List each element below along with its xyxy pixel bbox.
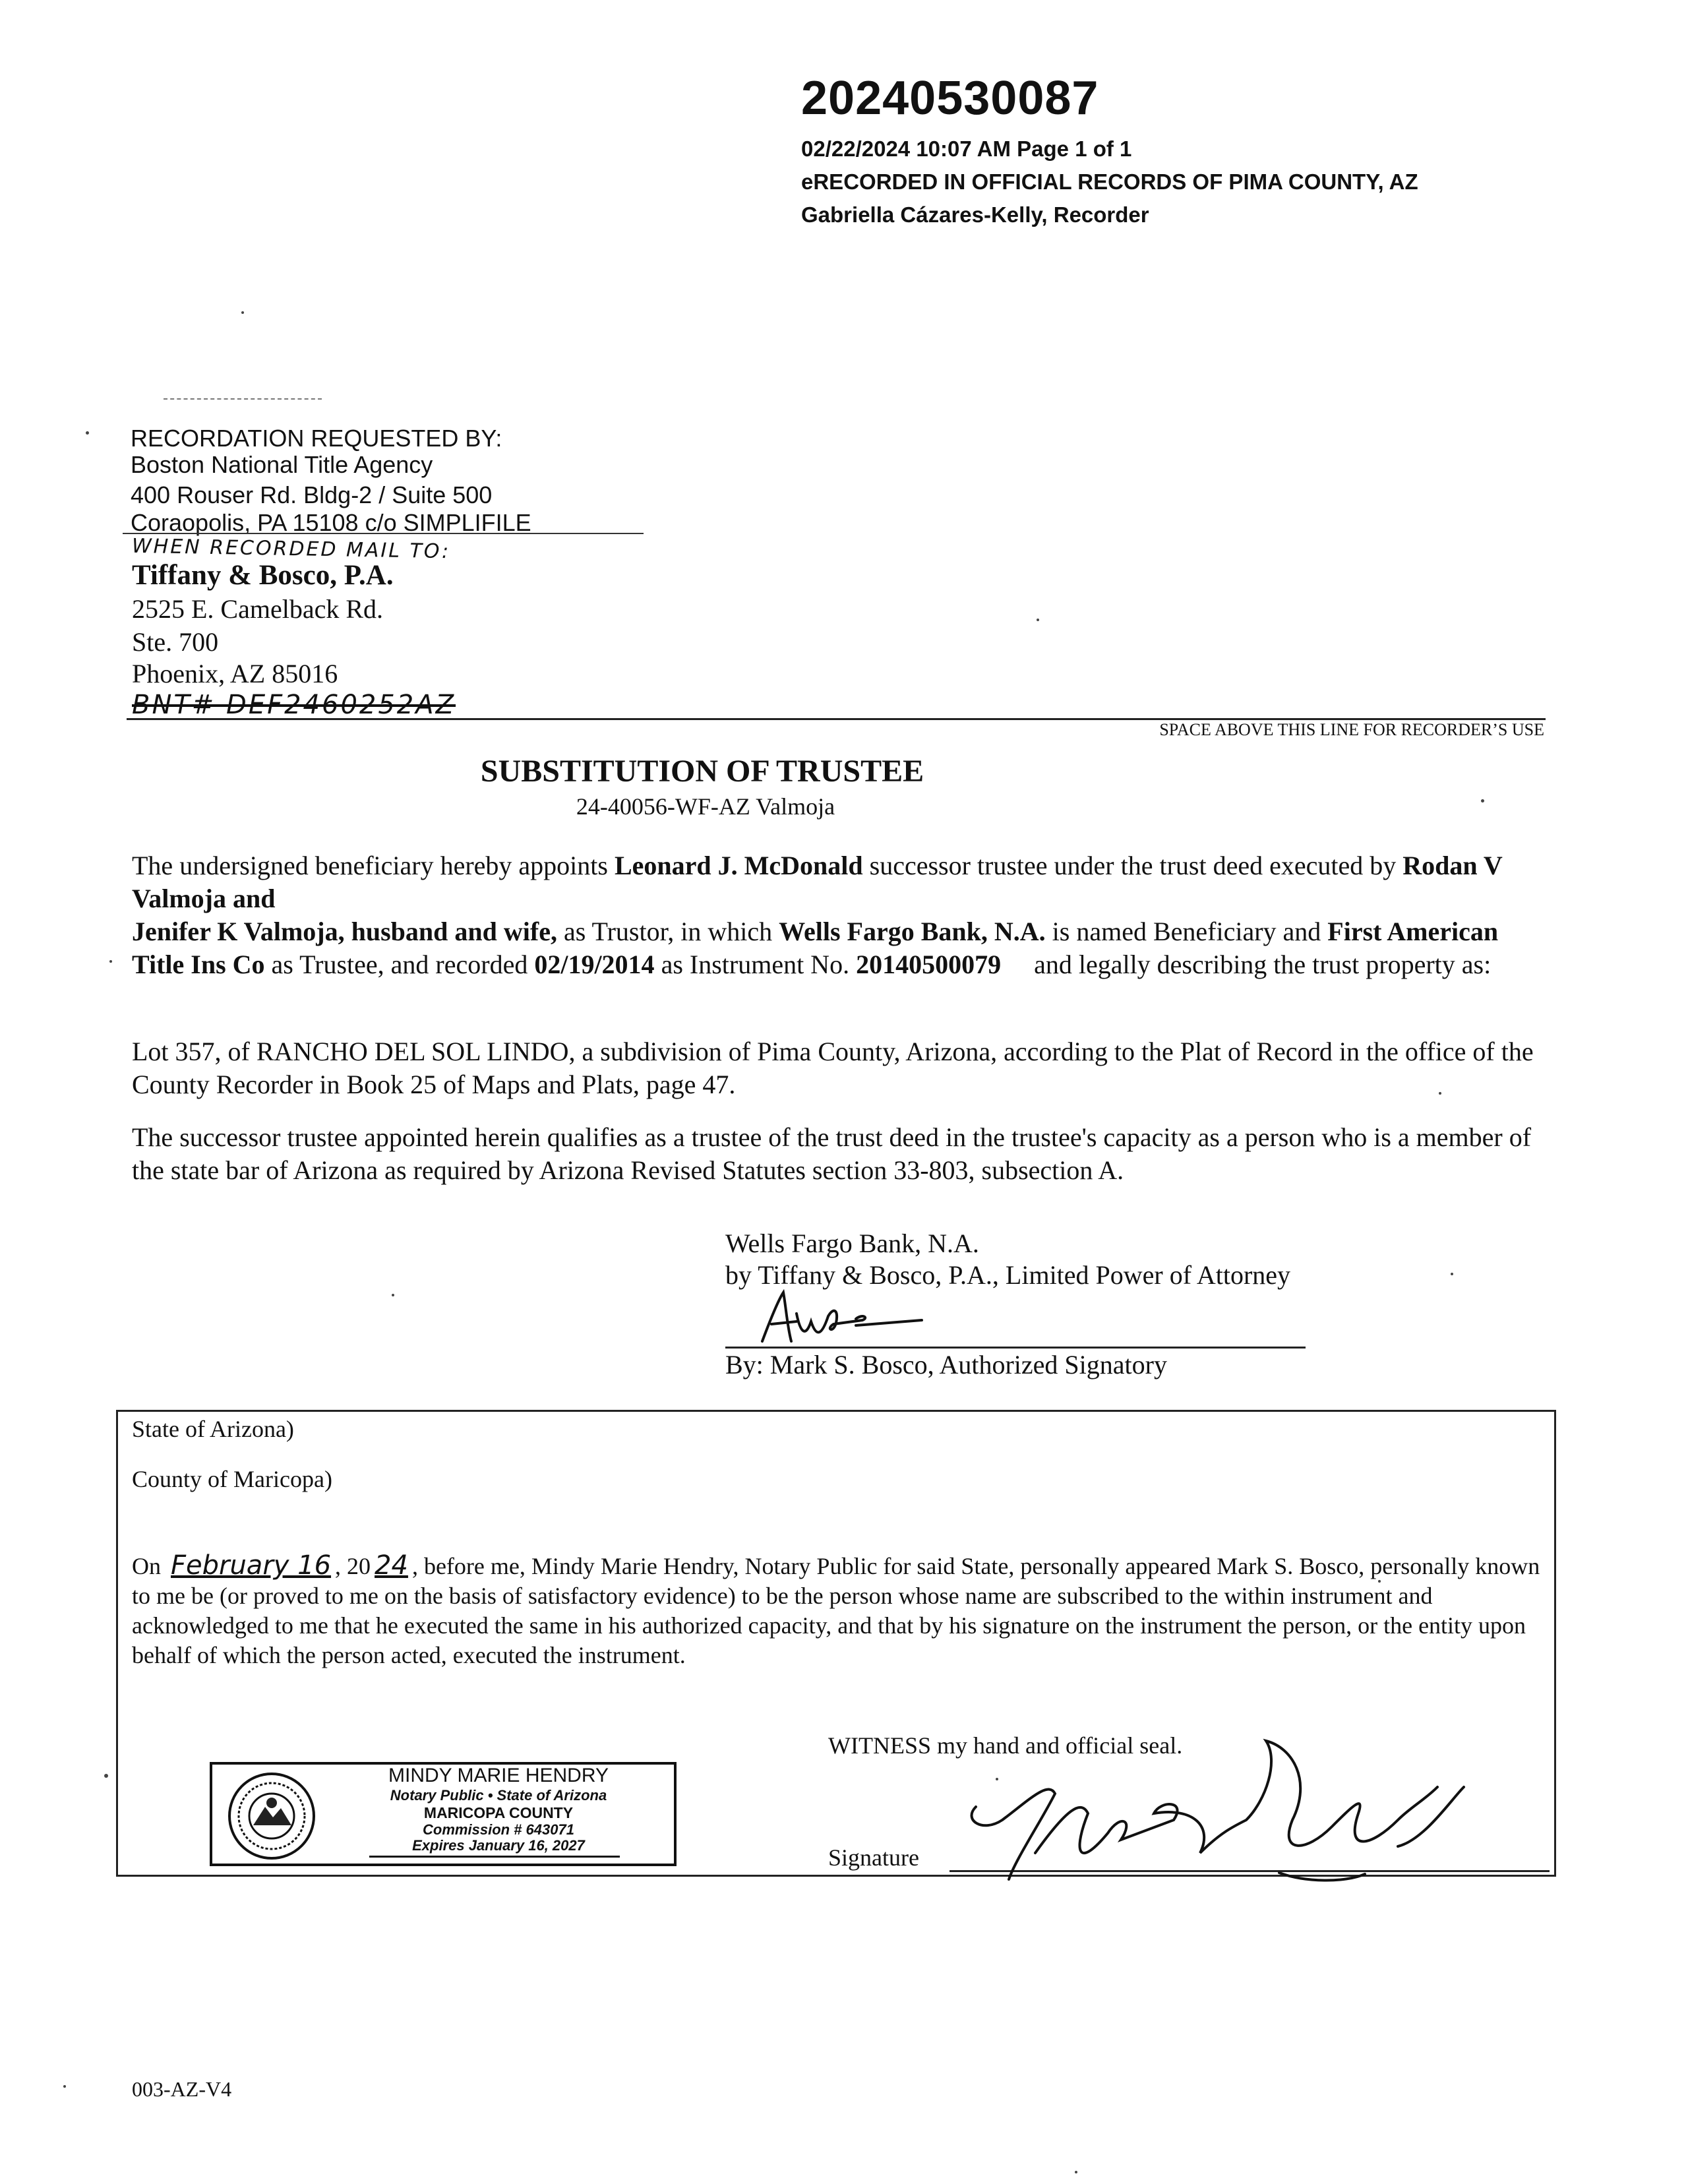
mail-to-city: Phoenix, AZ 85016 xyxy=(132,659,338,688)
signature-line xyxy=(725,1347,1306,1349)
authorized-signatory: By: Mark S. Bosco, Authorized Signatory xyxy=(725,1350,1167,1380)
signature-beneficiary: Wells Fargo Bank, N.A. xyxy=(725,1228,979,1258)
mail-to-suite: Ste. 700 xyxy=(132,627,219,657)
scan-speck xyxy=(86,431,89,435)
recordation-heading: RECORDATION REQUESTED BY: xyxy=(131,425,502,452)
mail-to-firm: Tiffany & Bosco, P.A. xyxy=(132,560,394,591)
notary-on: On xyxy=(132,1553,161,1579)
scan-speck xyxy=(104,1774,108,1778)
recorded-date: 02/19/2014 xyxy=(534,950,655,979)
authorized-signature-image xyxy=(757,1287,955,1347)
stamp-county: MARICOPA COUNTY xyxy=(423,1804,574,1821)
recordation-underline xyxy=(123,533,644,534)
legal-description: Lot 357, of RANCHO DEL SOL LINDO, a subdivision of Pima County, Arizona, according to the Plat of Record in the office of the County Recorder in Book 25 of Maps and Plats, page 47. xyxy=(132,1037,1534,1099)
p1-text: and legally describing the trust property as: xyxy=(1027,950,1492,979)
notary-signature-image xyxy=(936,1721,1503,1893)
p1-text: The undersigned beneficiary hereby appoints xyxy=(132,851,615,880)
qualification-paragraph: The successor trustee appointed herein qualifies as a trustee of the trust deed in the trustee's capacity as a person who is a member of the state bar of Arizona as required by Arizona Revised Statutes section 33-803, subsection A. xyxy=(132,1122,1532,1185)
notary-signature-label: Signature xyxy=(828,1844,919,1871)
notary-state: State of Arizona) xyxy=(132,1416,294,1442)
scan-speck xyxy=(392,1294,394,1296)
stamp-expiration: Expires January 16, 2027 xyxy=(412,1837,585,1854)
trustor-line2: Jenifer K Valmoja, husband and wife, xyxy=(132,917,557,946)
scan-speck xyxy=(1439,1092,1441,1095)
instrument-number: 20140500079 xyxy=(856,950,1002,979)
mail-to-street: 2525 E. Camelback Rd. xyxy=(132,594,384,624)
successor-trustee-name: Leonard J. McDonald xyxy=(614,851,863,880)
recordation-agency: Boston National Title Agency xyxy=(131,451,433,478)
scan-speck xyxy=(1378,1580,1381,1583)
stamp-underline xyxy=(369,1856,620,1858)
p1-text: successor trustee under the trust deed executed by xyxy=(862,851,1403,880)
scan-speck xyxy=(1075,2171,1077,2173)
notary-date-handwritten: February 16 xyxy=(171,1550,332,1581)
margin-dashes xyxy=(164,398,322,400)
recordation-address-line2: Coraopolis, PA 15108 c/o SIMPLIFILE xyxy=(131,509,531,536)
recording-location: eRECORDED IN OFFICIAL RECORDS OF PIMA COUNTY, AZ xyxy=(801,169,1418,194)
p1-text: as Trustor, in which xyxy=(557,917,779,946)
scan-speck xyxy=(1481,799,1484,803)
stamp-notary-name: MINDY MARIE HENDRY xyxy=(388,1765,609,1786)
scan-speck xyxy=(996,1778,998,1780)
beneficiary-name: Wells Fargo Bank, N.A. xyxy=(779,917,1046,946)
scan-speck xyxy=(109,960,112,963)
notary-county: County of Maricopa) xyxy=(132,1466,332,1492)
p1-text: as Trustee, and recorded xyxy=(264,950,535,979)
trustor-line1: Rodan V Valmoja and xyxy=(132,851,1503,913)
recorder-name: Gabriella Cázares-Kelly, Recorder xyxy=(801,202,1149,227)
recording-datetime: 02/22/2024 10:07 AM Page 1 of 1 xyxy=(801,136,1132,161)
notary-year-handwritten: 24 xyxy=(375,1550,408,1581)
state-seal-icon xyxy=(226,1770,318,1862)
bnt-reference-handwritten: BNT# DEF2460252AZ xyxy=(132,690,456,720)
notary-acknowledgment-text xyxy=(132,1551,1543,1670)
p1-text: is named Beneficiary and xyxy=(1045,917,1328,946)
stamp-commission: Commission # 643071 xyxy=(423,1821,574,1838)
recording-number: 20240530087 xyxy=(801,72,1099,125)
recordation-address-line1: 400 Rouser Rd. Bldg-2 / Suite 500 xyxy=(131,481,493,508)
appointment-paragraph xyxy=(132,849,1543,981)
scan-speck xyxy=(241,311,244,314)
signature-by-line: by Tiffany & Bosco, P.A., Limited Power of Attorney xyxy=(725,1260,1291,1290)
scan-speck xyxy=(1037,619,1039,621)
notary-year-prefix: , 20 xyxy=(335,1553,371,1579)
stamp-notary-title: Notary Public • State of Arizona xyxy=(390,1787,607,1804)
file-reference: 24-40056-WF-AZ Valmoja xyxy=(576,793,835,820)
document-title: SUBSTITUTION OF TRUSTEE xyxy=(480,754,924,789)
scan-speck xyxy=(63,2085,66,2088)
p1-text: as Instrument No. xyxy=(654,950,850,979)
form-code: 003-AZ-V4 xyxy=(132,2077,232,2101)
original-trustee-name: First American Title Ins Co xyxy=(132,917,1499,979)
notary-body-text: , before me, Mindy Marie Hendry, Notary Public for said State, personally appeared Mark S. Bosco, personally known to me be (or proved to me on the basis of satisfactory evidence) to be the person whose name are subscribed to the within instrument and acknowledged to me that he executed the same in his authorized capacity, and that by his signature on the instrument the person, or the entity upon behalf of which the person acted, executed the instrument. xyxy=(132,1553,1540,1668)
notary-witness: WITNESS my hand and official seal. xyxy=(828,1732,1183,1759)
scan-speck xyxy=(1451,1273,1453,1275)
recorder-space-note: SPACE ABOVE THIS LINE FOR RECORDER’S USE xyxy=(1159,720,1544,739)
mail-to-handwritten: WHEN RECORDED MAIL TO: xyxy=(131,534,451,564)
